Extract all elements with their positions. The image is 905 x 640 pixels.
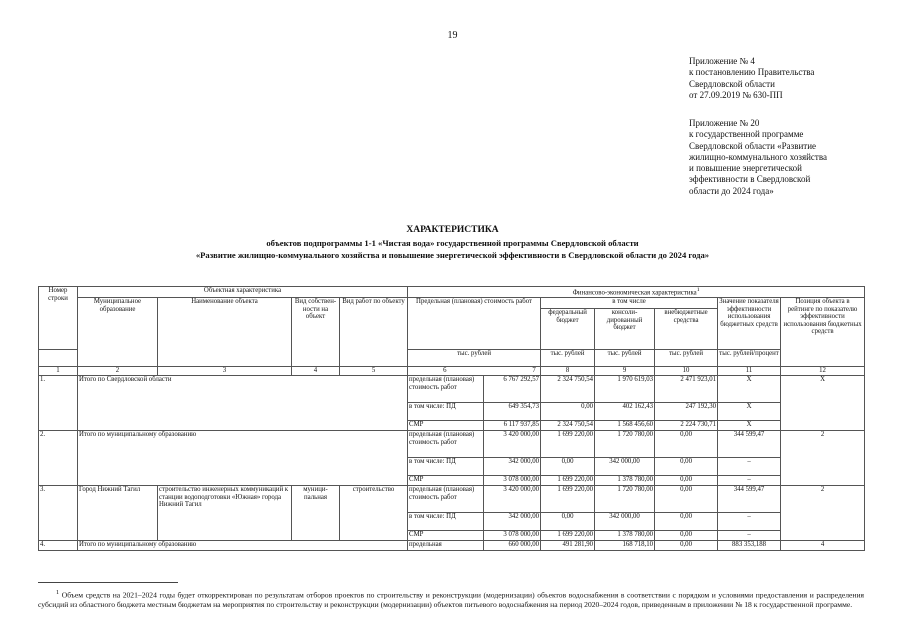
consolidated-value: 402 162,43 — [595, 403, 655, 421]
cost-type: предельная — [408, 541, 484, 551]
municipality-cell: Город Нижний Тагил — [78, 486, 158, 541]
row-label: Итого по Свердловской области — [78, 376, 408, 431]
extra-value: 2 224 730,71 — [655, 421, 718, 431]
federal-value: 2 324 750,54 — [541, 421, 595, 431]
row-number: 1. — [39, 376, 78, 431]
ownership-cell: муници-пальная — [292, 486, 340, 541]
federal-value: 2 324 750,54 — [541, 376, 595, 403]
extra-value: 0,00 — [655, 531, 718, 541]
position-value: 2 — [781, 486, 865, 541]
footnote — [38, 588, 864, 609]
appendix-4-block — [689, 56, 814, 101]
header-object-name: Наименование объекта — [158, 298, 292, 367]
extra-value: 0,00 — [655, 458, 718, 476]
col-number-7: 7 — [532, 367, 536, 374]
cost-value: 3 420 000,00 — [484, 486, 541, 513]
cost-type: в том числе: ПД — [408, 458, 484, 476]
appendix-line: Свердловской области «Развитие — [689, 140, 817, 151]
col-number: 10 — [655, 367, 718, 376]
unit-indicator: тыс. рублей/процент — [718, 350, 781, 367]
consolidated-value: 168 718,10 — [595, 541, 655, 551]
cost-type: СМР — [408, 531, 484, 541]
federal-value: 0,00 — [541, 403, 595, 421]
header-indicator: Значение показателя эффективности использования бюджетных средств — [718, 298, 781, 350]
unit-extra: тыс. рублей — [655, 350, 718, 367]
indicator-value: X — [718, 421, 781, 431]
federal-value: 1 699 220,00 — [541, 531, 595, 541]
federal-value: 0,00 — [541, 458, 595, 476]
col-number: 12 — [781, 367, 865, 376]
col-number — [408, 367, 541, 376]
cost-value: 6 117 937,85 — [484, 421, 541, 431]
appendix-line: жилищно-коммунального хозяйства — [689, 151, 827, 162]
document-subtitle-program: «Развитие жилищно-коммунального хозяйства и повышение энергетической эффективности в Свердловской области до 2024 года» — [195, 250, 710, 260]
col-number: 11 — [718, 367, 781, 376]
federal-value: 1 699 220,00 — [541, 486, 595, 513]
header-empty — [39, 350, 78, 367]
header-extrabudget: внебюджетные средства — [655, 309, 718, 350]
header-consolidated: консоли-дированный бюджет — [595, 309, 655, 350]
extra-value: 2 471 923,01 — [655, 376, 718, 403]
extra-value: 0,00 — [655, 431, 718, 458]
header-federal: федеральный бюджет — [541, 309, 595, 350]
footnote-text: Объем средств на 2021–2024 годы будет откорректирован по результатам отборов проектов по строительству и реконструкции (модернизации) объектов водоснабжения в соответствии с порядком и условиями предоставления и распределения субсидий из областного бюджета местным бюджетам на мероприятия по строительству и реконструкции (модернизации) объектов питьевого водоснабжения на период 2020–2024 годов, приведенным в приложении № 18 к государственной программе. — [38, 590, 865, 609]
federal-value: 1 699 220,00 — [541, 431, 595, 458]
extra-value: 0,00 — [655, 476, 718, 486]
indicator-value: – — [718, 476, 781, 486]
appendix-line: и повышение энергетической — [689, 163, 802, 174]
col-number: 5 — [340, 367, 408, 376]
position-value: 4 — [781, 541, 865, 551]
row-number: 2. — [39, 431, 78, 486]
header-cost: Предельная (плановая) стоимость работ — [408, 298, 541, 350]
indicator-value: – — [718, 513, 781, 531]
federal-value: 1 699 220,00 — [541, 476, 595, 486]
cost-value: 342 000,00 — [484, 513, 541, 531]
appendix-line: от 27.09.2019 № 630-ПП — [689, 89, 783, 100]
row-label: Итого по муниципальному образованию — [78, 541, 408, 551]
footnote-ref: 1 — [696, 287, 700, 293]
extra-value: 0,00 — [655, 486, 718, 513]
header-row-number: Номер строки — [39, 287, 78, 350]
page-number: 19 — [447, 30, 458, 41]
appendix-line: Приложение № 20 — [689, 118, 760, 128]
indicator-value: X — [718, 403, 781, 421]
consolidated-value: 1 568 456,60 — [595, 421, 655, 431]
cost-type: СМР — [408, 421, 484, 431]
cost-value: 6 767 292,57 — [484, 376, 541, 403]
cost-type: СМР — [408, 476, 484, 486]
cost-type: в том числе: ПД — [408, 403, 484, 421]
row-label: Итого по муниципальному образованию — [78, 431, 408, 486]
extra-value: 0,00 — [655, 513, 718, 531]
federal-value: 491 281,90 — [541, 541, 595, 551]
header-objective: Объектная характеристика — [78, 287, 408, 298]
cost-type: в том числе: ПД — [408, 513, 484, 531]
cost-type: предельная (плановая) стоимость работ — [408, 376, 484, 403]
consolidated-value: 1 720 780,00 — [595, 486, 655, 513]
table-row — [39, 431, 865, 458]
cost-type: предельная (плановая) стоимость работ — [408, 431, 484, 458]
works-cell: строительство — [340, 486, 408, 541]
col-number: 4 — [292, 367, 340, 376]
header-including: в том числе — [541, 298, 718, 309]
header-municipality: Муниципальное образование — [78, 298, 158, 367]
appendix-20-block — [689, 118, 827, 197]
cost-value: 3 078 000,00 — [484, 531, 541, 541]
consolidated-value: 342 000,00 — [595, 513, 655, 531]
indicator-value: – — [718, 531, 781, 541]
row-number: 3. — [39, 486, 78, 541]
cost-value: 3 078 000,00 — [484, 476, 541, 486]
objects-characteristics-table — [38, 286, 865, 551]
col-number: 8 — [541, 367, 595, 376]
unit-cost: тыс. рублей — [408, 350, 541, 367]
cost-value: 342 000,00 — [484, 458, 541, 476]
table-row — [39, 376, 865, 403]
extra-value: 247 192,30 — [655, 403, 718, 421]
table-row — [39, 486, 865, 513]
col-number: 2 — [78, 367, 158, 376]
position-value: X — [781, 376, 865, 431]
appendix-line: к постановлению Правительства — [689, 67, 815, 78]
appendix-line: эффективности в Свердловской — [689, 174, 811, 185]
table-row — [39, 541, 865, 551]
cost-value: 649 354,73 — [484, 403, 541, 421]
header-ownership: Вид собствен-ности на объект — [292, 298, 340, 367]
object-name-cell: строительство инженерных коммуникаций к станции водоподготовки «Южная» города Нижний Тагил — [158, 486, 292, 541]
consolidated-value: 1 378 780,00 — [595, 476, 655, 486]
extra-value: 0,00 — [655, 541, 718, 551]
col-number: 9 — [595, 367, 655, 376]
header-works: Вид работ по объекту — [340, 298, 408, 367]
header-financial-label: Финансово-экономическая характеристика — [572, 289, 697, 297]
indicator-value: 344 599,47 — [718, 431, 781, 458]
appendix-line: к государственной программе — [689, 129, 804, 140]
footnote-mark: 1 — [56, 589, 60, 596]
indicator-value: 883 353,188 — [718, 541, 781, 551]
header-position: Позиция объекта в рейтинге по показателю эффективности использования бюджетных средств — [781, 298, 865, 367]
appendix-line: Приложение № 4 — [689, 56, 755, 66]
unit-federal: тыс. рублей — [541, 350, 595, 367]
document-title: ХАРАКТЕРИСТИКА — [406, 225, 499, 235]
col-number-6: 6 — [443, 367, 447, 374]
col-number: 3 — [158, 367, 292, 376]
unit-consolidated: тыс. рублей — [595, 350, 655, 367]
cost-value: 3 420 000,00 — [484, 431, 541, 458]
position-value: 2 — [781, 431, 865, 486]
consolidated-value: 1 970 619,03 — [595, 376, 655, 403]
document-subtitle: объектов подпрограммы 1-1 «Чистая вода» государственной программы Свердловской области — [266, 238, 639, 248]
indicator-value: X — [718, 376, 781, 403]
indicator-value: – — [718, 458, 781, 476]
header-financial — [408, 287, 865, 298]
consolidated-value: 1 378 780,00 — [595, 531, 655, 541]
appendix-line: области до 2024 года» — [689, 185, 774, 196]
appendix-line: Свердловской области — [689, 78, 775, 89]
consolidated-value: 342 000,00 — [595, 458, 655, 476]
footnote-separator — [38, 582, 178, 583]
indicator-value: 344 599,47 — [718, 486, 781, 513]
consolidated-value: 1 720 780,00 — [595, 431, 655, 458]
cost-type: предельная (плановая) стоимость работ — [408, 486, 484, 513]
row-number: 4. — [39, 541, 78, 551]
col-number: 1 — [39, 367, 78, 376]
cost-value: 660 000,00 — [484, 541, 541, 551]
federal-value: 0,00 — [541, 513, 595, 531]
